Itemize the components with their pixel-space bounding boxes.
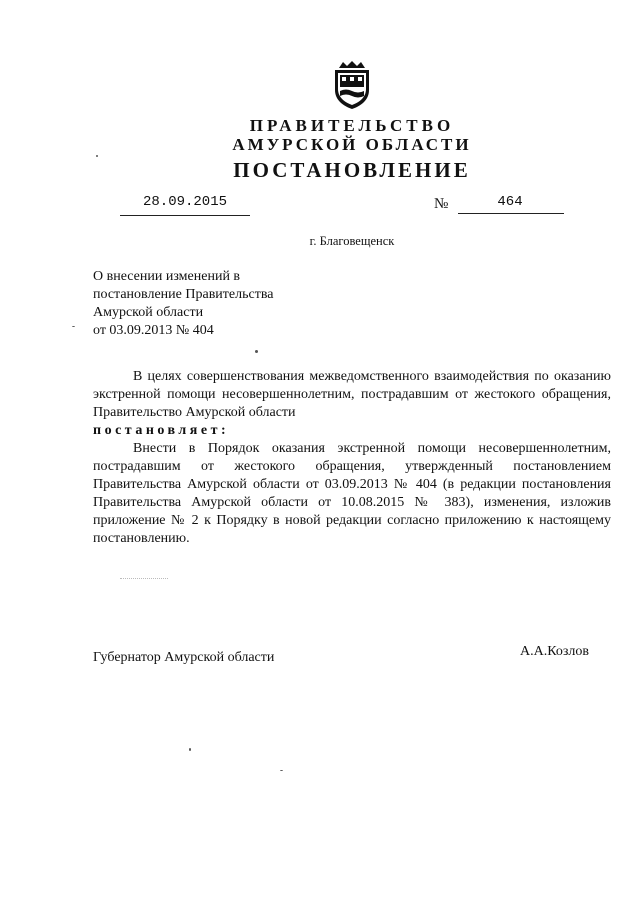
subject-line: О внесении изменений в (93, 269, 241, 284)
scan-artifact (120, 578, 168, 579)
scan-speck (96, 155, 98, 157)
scan-speck (189, 748, 191, 751)
document-body (93, 368, 611, 548)
document-date: 28.09.2015 (142, 194, 227, 210)
number-underline (458, 213, 564, 214)
scan-speck (280, 770, 283, 771)
government-title: ПРАВИТЕЛЬСТВО (249, 116, 455, 135)
preamble-paragraph: В целях совершенствования межведомственного взаимодействия по оказанию экстренной помощи несовершеннолетним, пострадавшим от жестокого обращения, Правительство Амурской области (93, 369, 611, 420)
number-sign: № (434, 196, 449, 212)
subject-line: постановление Правительства (93, 287, 274, 302)
subject-line: Амурской области (93, 305, 204, 320)
city-name: г. Благовещенск (309, 234, 395, 248)
scan-speck (72, 326, 75, 327)
region-title: АМУРСКОЙ ОБЛАСТИ (232, 135, 472, 154)
document-subject (93, 268, 353, 340)
date-underline (120, 215, 250, 216)
signatory-name: А.А.Козлов (520, 644, 589, 659)
decree-word: постановляет: (93, 423, 230, 438)
document-type: ПОСТАНОВЛЕНИЕ (233, 158, 471, 182)
signatory-title: Губернатор Амурской области (93, 650, 275, 665)
coat-of-arms-icon (329, 60, 375, 110)
subject-line: от 03.09.2013 № 404 (93, 323, 214, 338)
decision-paragraph: Внести в Порядок оказания экстренной помощи несовершеннолетним, пострадавшим от жестокого обращения, утвержденный постановлением Правительства Амурской области от 03.09.2013 № 404 (в редакции постановления Правительства Амурской области от 10.08.2015 № 383), изменения, изложив приложение № 2 к Порядку в новой редакции согласно приложению к настоящему постановлению. (93, 441, 611, 546)
scan-speck (255, 350, 258, 353)
document-number: 464 (497, 194, 523, 210)
